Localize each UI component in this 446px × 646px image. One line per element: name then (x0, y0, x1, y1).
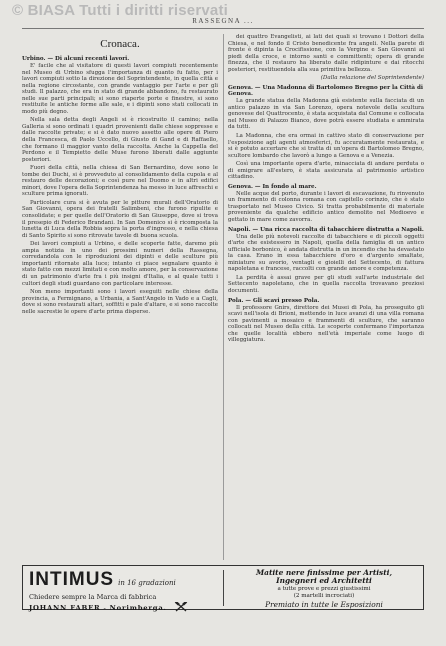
ad-prices-line: a tutte prove e prezzi giustissimi (277, 586, 371, 592)
column-divider (223, 34, 224, 560)
article-paragraph: Una delle più notevoli raccolte di tabacchiere e di piccoli oggetti d'arte che esistessero in Napoli, quella della famiglia di un antico ufficiale borbonico, è andata distrutta in un incendio che ha devastato la casa. Erano in essa tabacchiere d'oro e d'argento smaltate, miniature su avorio, ventagli e gioielli del Settecento, di fattura napoletana e francese, raccolti con grande amore e competenza. (228, 233, 424, 273)
article-heading: Napoli. — Una ricca raccolta di tabacchiere distrutta a Napoli. (228, 226, 424, 233)
ad-pencils-line: Matite nere finissime per Artisti, (255, 568, 393, 577)
copyright-watermark: © BIASA Tutti i diritti riservati (12, 2, 229, 19)
article-paragraph: Non meno importanti sono i lavori eseguiti nelle chiese della provincia, a Fermignano, a Urbania, a Sant'Angelo in Vado e a Cagli, dove si sono restaurati altari, soffitti e pale d'altare, e si sono raccolte nelle sacrestie le opere d'arte prima disperse. (22, 289, 218, 315)
ad-grades: in 16 gradazioni (118, 579, 176, 587)
article-paragraph: Il professore Gnirs, direttore dei Musei di Pola, ha proseguito gli scavi nell'isola di Brioni, mettendo in luce avanzi di una villa romana con pavimenti a mosaico e frammenti di sculture, che saranno collocati nel Museo della città. Le scoperte confermano l'importanza che quelle località ebbero nell'età imperiale come luogo di villeggiatura. (228, 304, 424, 344)
ad-trademark-note: Chiedere sempre la Marca di fabbrica (29, 593, 157, 601)
crossed-hammers-icon (174, 602, 188, 614)
advertisement (22, 565, 424, 610)
right-column (228, 34, 424, 560)
article-paragraph: La grande statua della Madonna già esistente sulla facciata di un antico palazzo in via San Lorenzo, opera notevole della scultura genovese del Quattrocento, è stata acquistata dal Comune e collocata nel Museo di Palazzo Bianco, dove potrà essere studiata e ammirata da tutti. (228, 98, 424, 131)
article-paragraph: La Madonna, che era ormai in cattivo stato di conservazione per l'esposizione agli agenti atmosferici, fu accuratamente restaurata, e si è potuto accertare che si tratta di un'opera di Bartolomeo Bregno, scultore lombardo che lavorò a lungo a Genova e a Venezia. (228, 133, 424, 159)
ad-hammers-note: (2 martelli incrociati) (293, 593, 355, 599)
left-column-body (22, 56, 218, 315)
running-head: RASSEGNA ... (192, 17, 254, 25)
article-paragraph: Particolare cura si è avuta per le pitture murali dell'Oratorio di San Giovanni, opera dei fratelli Salimbeni, che furono ripulite e consolidate; e per quelle dell'Oratorio di San Giuseppe, dove si trova il presepio di Federico Brandani. In San Domenico si è ricomposta la lunetta di Luca della Robbia sopra la porta d'ingresso, e nella chiesa di Santo Spirito si sono ritrovate tavole di buona scuola. (22, 199, 218, 239)
section-title: Cronaca. (100, 38, 140, 50)
article-signature: (Dalla relazione del Soprintendente) (320, 75, 424, 82)
right-column-body (228, 34, 424, 344)
article-paragraph: dei quattro Evangelisti, ai lati dei quali si trovano i Dottori della Chiesa, e nel fondo il Cristo benedicente fra angeli. Nella parete di fronte è dipinta la Crocifissione, con la Vergine e San Giovanni ai piedi della croce, e intorno santi e committenti; opera di grande finezza, che il restauro ha liberato dalle ridipinture e dai ritocchi posteriori, restituendola alla sua primitiva bellezza. (228, 34, 424, 73)
ad-professions-line: Ingegneri ed Architetti (276, 576, 372, 585)
article-heading: Genova. — In fondo al mare. (228, 183, 317, 190)
ad-city: Norimberga. (109, 604, 167, 612)
article-paragraph: Così una importante opera d'arte, minacciata di andare perduta o di emigrare all'estero, è stata assicurata al patrimonio artistico cittadino. (228, 161, 424, 181)
article-paragraph: E' facile che al visitatore di questi lavori compiuti recentemente nel Museo di Urbino sfugga l'importanza di quanto fu fatto, per i lavori compiuti sotto la direzione del Soprintendente, in quella città e nella regione circostante, con grande vantaggio per l'arte e per gli studi. Il palazzo, che era in stato di grande abbandono, fu restaurato nelle sue parti principali; si sono riaperte porte e finestre, si sono restituite le antiche forme alle sale, e i dipinti sono stati collocati in modo più degno. (22, 63, 218, 115)
article-paragraph: La perdita è assai grave per gli studi sull'arte industriale del Settecento napoletano, che in quella raccolta trovavano preziosi documenti. (228, 274, 424, 294)
article-paragraph: Fuori della città, nella chiesa di San Bernardino, dove sono le tombe dei Duchi, si è provveduto al consolidamento della cupola e al restauro delle decorazioni; e così pure nel Duomo e in altri edifici minori, dove l'opera della Soprintendenza ha messo in luce affreschi e sculture prima ignorati. (22, 165, 218, 198)
top-rule (22, 28, 424, 29)
article-heading: Genova. — Una Madonna di Bartolomeo Bregno per la Città di Genova. (228, 85, 424, 98)
ad-awards-line: Premiato in tutte le Esposizioni (265, 600, 383, 609)
ad-maker: JOHANN FABER (29, 604, 101, 612)
article-paragraph: Nelle acque del porto, durante i lavori di escavazione, fu rinvenuto un frammento di colonna romana con capitello corinzio, che è stato trasportato nel Museo Civico. Si tratta probabilmente di materiale proveniente da qualche edificio antico demolito nel Medioevo e gettato in mare come zavorra. (228, 190, 424, 224)
ad-divider (223, 570, 224, 606)
ad-right-panel (229, 569, 419, 607)
left-column (22, 34, 218, 560)
article-heading: Urbino. — Di alcuni recenti lavori. (22, 56, 130, 62)
ad-maker-line: JOHANN FABER - Norimberga. (29, 602, 219, 614)
article-paragraph: Nella sala detta degli Angeli si è ricostruito il camino; nella Galleria si sono ordinati i quadri provenienti dalle chiese soppresse e dalle raccolte private; e si è dato nuovo assetto alle opere di Piero della Francesca, di Paolo Uccello, di Giusto di Gand e di Raffaello, che formano il maggior vanto della raccolta. Anche la Cappella del Perdono e il Tempietto delle Muse furono liberati dalle aggiunte posteriori. (22, 117, 218, 163)
ad-brand: INTIMUS (29, 569, 115, 590)
article-heading: Pola. — Gli scavi presso Pola. (228, 297, 320, 304)
ad-left-panel (29, 569, 219, 612)
article-paragraph: Dei lavori compiuti a Urbino, e delle scoperte fatte, daremo più ampia notizia in uno dei prossimi numeri della Rassegna, corredandola con le riproduzioni dei dipinti e delle sculture più importanti ritornate alla luce; intanto ci piace segnalare quanto è stato fatto con mezzi limitati e con molto amore, per la conservazione di un patrimonio d'arte fra i più insigni d'Italia, e al quale tutti i cultori degli studi guardano con particolare interesse. (22, 241, 218, 287)
